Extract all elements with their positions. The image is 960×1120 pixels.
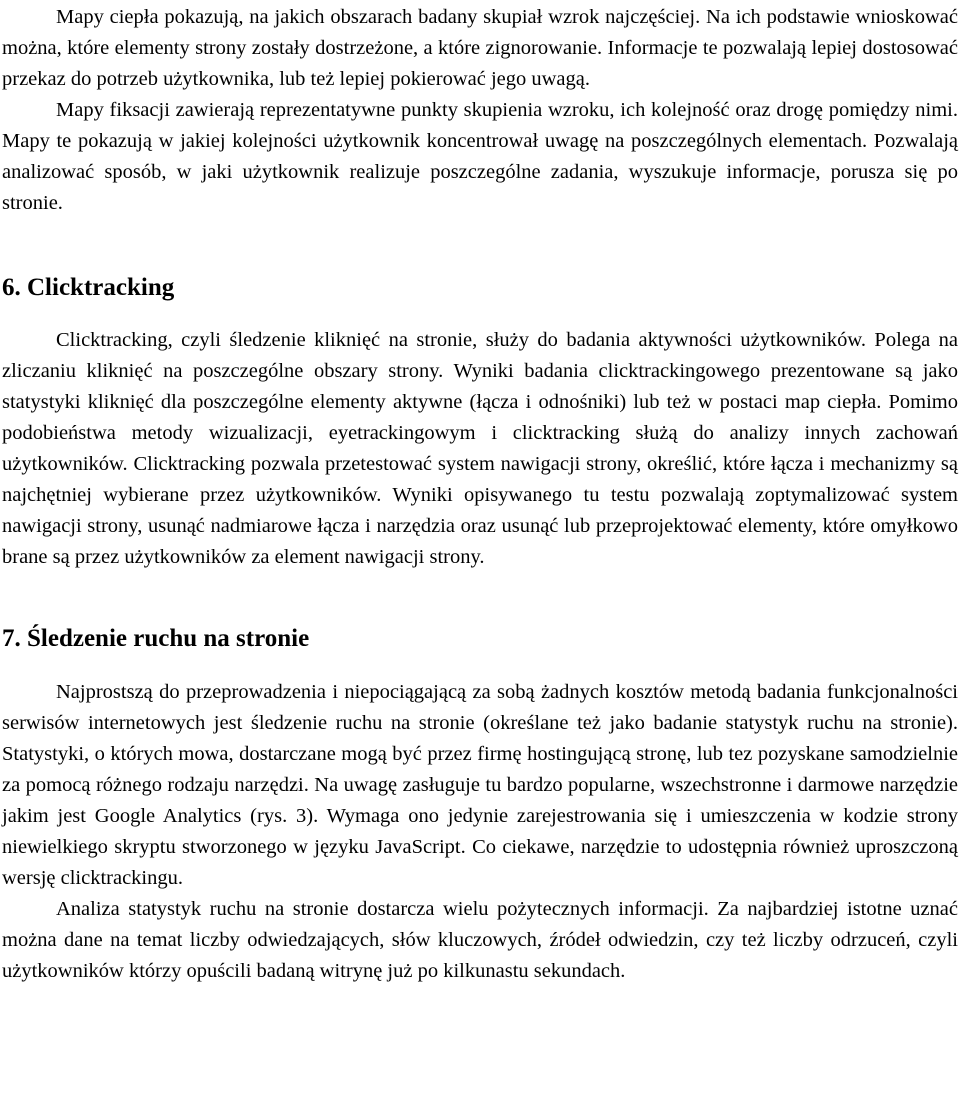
paragraph-traffic-analysis: Analiza statystyk ruchu na stronie dostarcza wielu pożytecznych informacji. Za najbardziej istotne uznać można dane na temat liczby odwiedzających, słów kluczowych, źródeł odwiedzin, czy też liczby odrzuceń, czyli użytkowników którzy opuścili badaną witrynę już po kilkunastu sekundach. bbox=[2, 898, 958, 982]
section-heading-clicktracking: 6. Clicktracking bbox=[2, 274, 175, 301]
paragraph-clicktracking: Clicktracking, czyli śledzenie kliknięć na stronie, służy do badania aktywności użytkowników. Polega na zliczaniu kliknięć na poszczególne obszary strony. Wyniki badania clicktrackingowego prezentowane są jako statystyki kliknięć dla poszczególne elementy aktywne (łącza i odnośniki) lub też w postaci map ciepła. Pomimo podobieństwa metody wizualizacji, eyetrackingowym i clicktracking służą do analizy innych zachowań użytkowników. Clicktracking pozwala przetestować system nawigacji strony, określić, które łącza i mechanizmy są najchętniej wybierane przez użytkowników. Wyniki opisywanego tu testu pozwalają zoptymalizować system nawigacji strony, usunąć nadmiarowe łącza i narzędzia oraz usunąć lub przeprojektować elementy, które omyłkowo brane są przez użytkowników za element nawigacji strony. bbox=[2, 329, 958, 568]
document-page bbox=[2, 0, 958, 987]
paragraph-traffic-tracking: Najprostszą do przeprowadzenia i niepociągającą za sobą żadnych kosztów metodą badania funkcjonalności serwisów internetowych jest śledzenie ruchu na stronie (określane też jako badanie statystyk ruchu na stronie). Statystyki, o których mowa, dostarczane mogą być przez firmę hostingującą stronę, lub tez pozyskane samodzielnie za pomocą różnego rodzaju narzędzi. Na uwagę zasługuje tu bardzo popularne, wszechstronne i darmowe narzędzie jakim jest Google Analytics (rys. 3). Wymaga ono jedynie zarejestrowania się i umieszczenia w kodzie strony niewielkiego skryptu stworzonego w języku JavaScript. Co ciekawe, narzędzie to udostępnia również uproszczoną wersję clicktrackingu. bbox=[2, 681, 958, 889]
section-heading-traffic-tracking: 7. Śledzenie ruchu na stronie bbox=[2, 625, 310, 652]
paragraph-fixation-maps: Mapy fiksacji zawierają reprezentatywne punkty skupienia wzroku, ich kolejność oraz drogę pomiędzy nimi. Mapy te pokazują w jakiej kolejności użytkownik koncentrował uwagę na poszczególnych elementach. Pozwalają analizować sposób, w jaki użytkownik realizuje poszczególne zadania, wyszukuje informacje, porusza się po stronie. bbox=[2, 99, 958, 214]
paragraph-heat-maps: Mapy ciepła pokazują, na jakich obszarach badany skupiał wzrok najczęściej. Na ich podstawie wnioskować można, które elementy strony zostały dostrzeżone, a które zignorowanie. Informacje te pozwalają lepiej dostosować przekaz do potrzeb użytkownika, lub też lepiej pokierować jego uwagą. bbox=[2, 6, 958, 90]
